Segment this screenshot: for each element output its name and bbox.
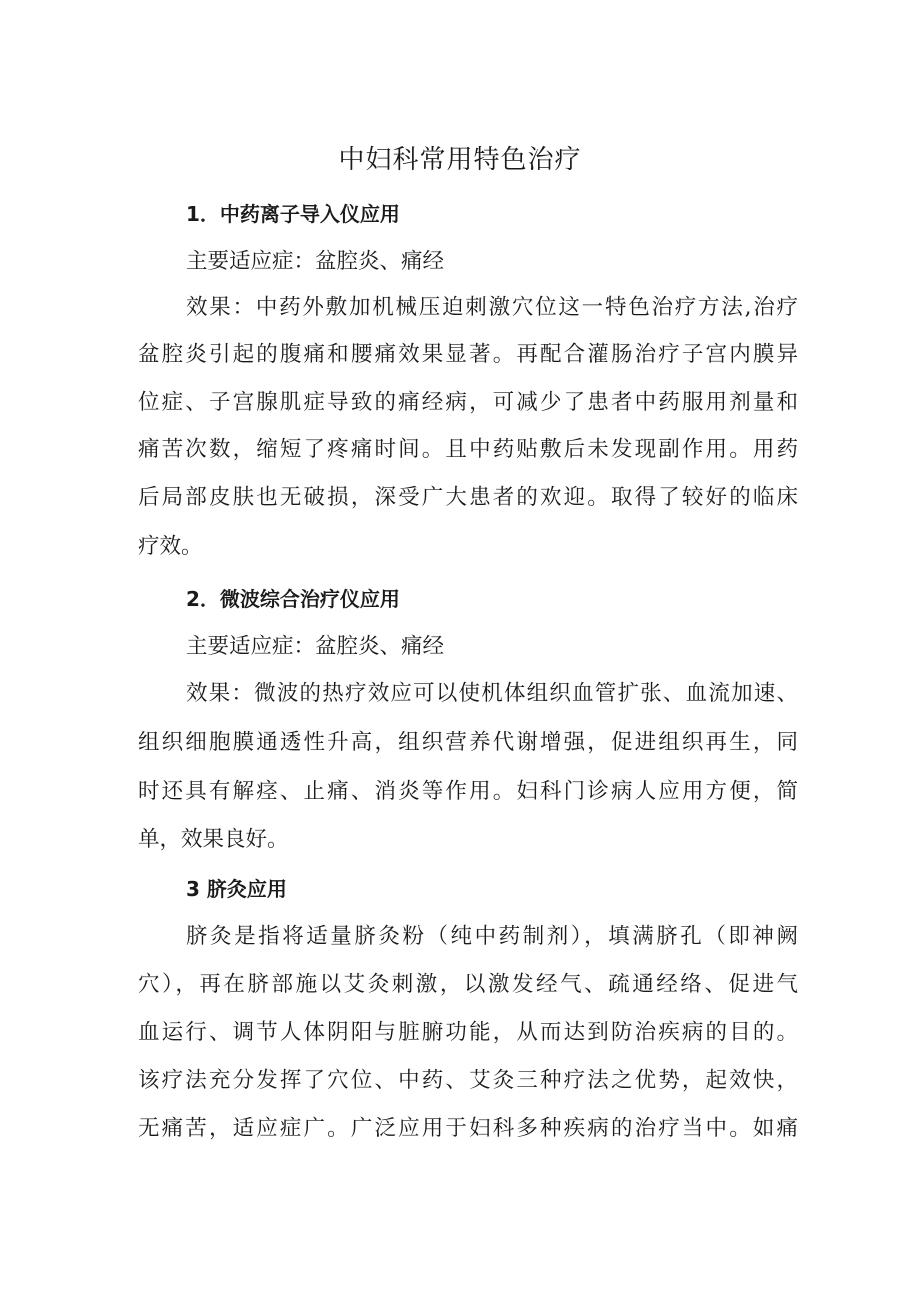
section-2-indications: 主要适应症：盆腔炎、痛经	[186, 634, 445, 659]
page-title: 中妇科常用特色治疗	[338, 145, 582, 175]
section-1-line: 盆腔炎引起的腹痛和腰痛效果显著。再配合灌肠治疗子宫内膜异	[138, 342, 798, 367]
section-1-line: 后局部皮肤也无破损，深受广大患者的欢迎。取得了较好的临床	[138, 485, 798, 510]
section-2-line: 时还具有解痉、止痛、消炎等作用。妇科门诊病人应用方便，简	[138, 779, 798, 804]
section-3-line: 穴），再在脐部施以艾灸刺激，以激发经气、疏通经络、促进气	[138, 972, 798, 997]
section-1-line: 痛苦次数，缩短了疼痛时间。且中药贴敷后未发现副作用。用药	[138, 437, 798, 462]
section-3-line: 该疗法充分发挥了穴位、中药、艾灸三种疗法之优势，起效快，	[138, 1068, 798, 1093]
section-1-indications: 主要适应症：盆腔炎、痛经	[186, 249, 445, 274]
section-2-line: 组织细胞膜通透性升高，组织营养代谢增强，促进组织再生，同	[138, 730, 798, 755]
section-2-line: 效果：微波的热疗效应可以使机体组织血管扩张、血流加速、	[186, 681, 798, 706]
section-3-line: 血运行、调节人体阴阳与脏腑功能，从而达到防治疾病的目的。	[138, 1020, 798, 1045]
section-3-line: 脐灸是指将适量脐灸粉（纯中药制剂），填满脐孔（即神阙	[186, 924, 798, 949]
section-1-line: 效果：中药外敷加机械压迫刺激穴位这一特色治疗方法,治疗	[186, 295, 798, 320]
section-1-line: 位症、子宫腺肌症导致的痛经病，可减少了患者中药服用剂量和	[138, 390, 798, 415]
section-1-heading: 1．中药离子导入仪应用	[186, 202, 400, 226]
section-3-heading: 3 脐灸应用	[186, 877, 287, 901]
section-2-line: 单，效果良好。	[138, 827, 289, 852]
section-2-heading: 2．微波综合治疗仪应用	[186, 587, 400, 611]
section-1-line: 疗效。	[138, 534, 203, 559]
section-3-line: 无痛苦，适应症广。广泛应用于妇科多种疾病的治疗当中。如痛	[138, 1116, 798, 1141]
